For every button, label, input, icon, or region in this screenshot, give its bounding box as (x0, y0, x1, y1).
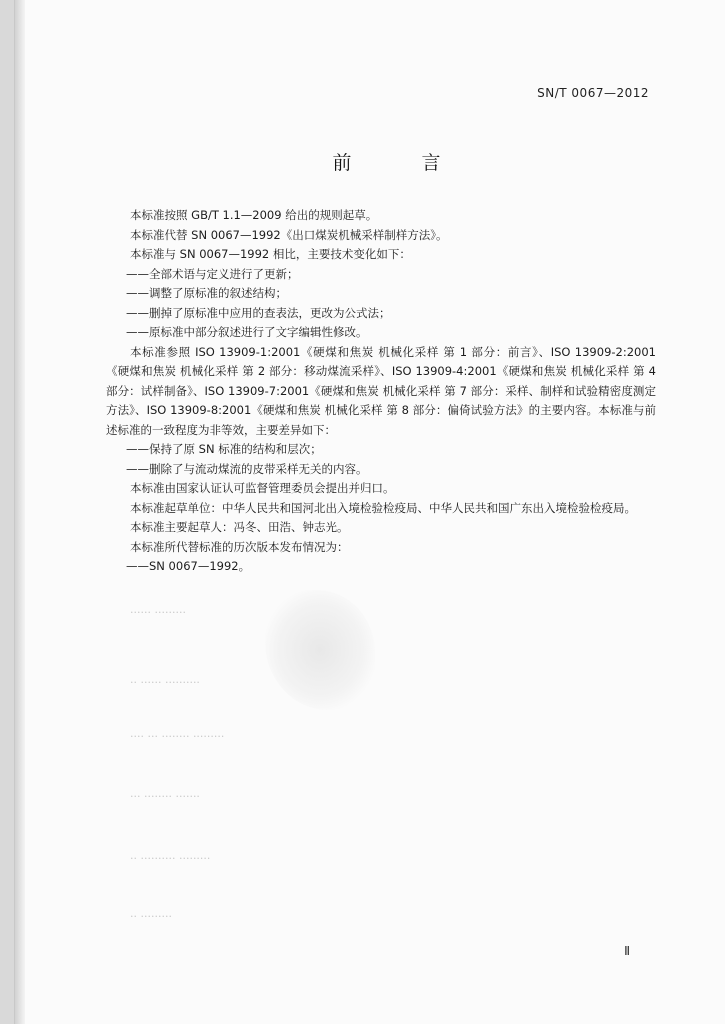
bleed-through-text: ··· ········ ······· (130, 790, 200, 803)
paragraph: ——全部术语与定义进行了更新； (126, 266, 299, 281)
standard-code: SN/T 0067—2012 (537, 86, 649, 100)
bleed-through-text: ······ ········· (130, 606, 186, 619)
paragraph: ——保持了原 SN 标准的结构和层次； (126, 442, 322, 456)
bleed-through-text: ·· ·········· ········· (130, 852, 211, 865)
bleed-through-text: ···· ··· ········ ········· (130, 730, 225, 743)
paragraph: 本标准所代替标准的历次版本发布情况为： (130, 539, 349, 554)
paragraph: ——删除了与流动煤流的皮带采样无关的内容。 (126, 461, 368, 476)
bleed-through-text: ·· ········· (130, 910, 172, 923)
paragraph: 本标准与 SN 0067—1992 相比，主要技术变化如下： (130, 247, 411, 261)
paragraph: ——SN 0067—1992。 (126, 559, 251, 573)
paragraph: 本标准按照 GB/T 1.1—2009 给出的规则起草。 (130, 208, 378, 222)
bleed-through-text: ·· ······ ·········· (130, 676, 200, 689)
paragraph: ——原标准中部分叙述进行了文字编辑性修改。 (126, 325, 368, 339)
page-title: 前 言 (332, 152, 473, 174)
paragraph: 本标准起草单位：中华人民共和国河北出入境检验检疫局、中华人民共和国广东出入境检验检疫局。 (130, 500, 636, 515)
paragraph: 本标准由国家认证认可监督管理委员会提出并归口。 (130, 481, 395, 495)
paragraph: 本标准参照 ISO 13909-1:2001《硬煤和焦炭 机械化采样 第 1 部分：前言》、ISO 13909-2:2001《硬煤和焦炭 机械化采样 第 2 部分：移动煤流采样》、ISO 13909-4:2001《硬煤和焦炭 机械化采样 第 4 部分：试样制备》、ISO 13909-7:2001《硬煤和焦炭 机械化采样 第 7 部分：采样、制样和试验精密度测定方法》、ISO 13909-8:2001《硬煤和焦炭 机械化采样 第 8 部分：偏倚试验方法》的主要内容。本标准与前述标准的一致程度为非等效，主要差异如下： (106, 344, 656, 437)
paragraph: 本标准代替 SN 0067—1992《出口煤炭机械采样制样方法》。 (130, 227, 448, 242)
document-page (14, 0, 725, 1024)
paragraph: 本标准主要起草人：冯冬、田浩、钟志光。 (130, 520, 349, 534)
foreword-body (106, 206, 656, 577)
paragraph: ——删掉了原标准中应用的查表法，更改为公式法； (126, 305, 391, 320)
page-number: Ⅱ (624, 944, 630, 958)
paragraph: ——调整了原标准的叙述结构； (126, 286, 287, 300)
